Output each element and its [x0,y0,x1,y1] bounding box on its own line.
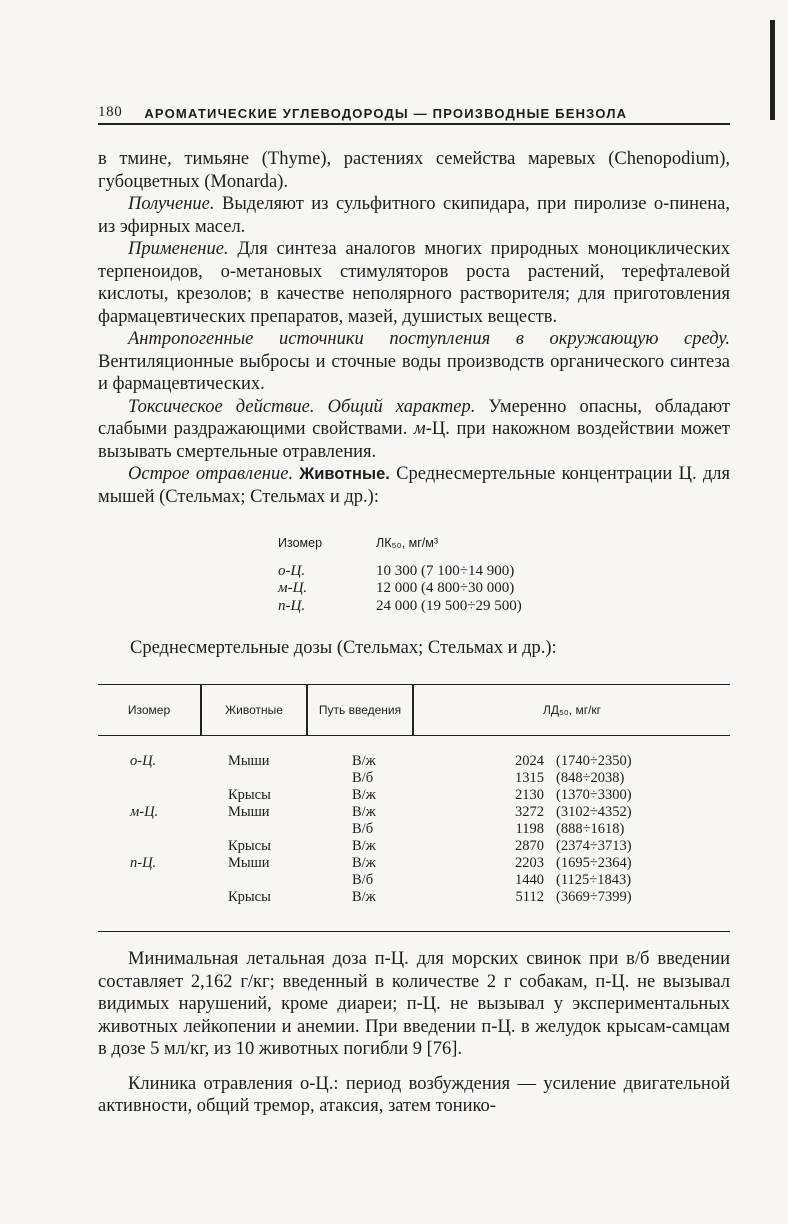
concentration-row [278,580,598,598]
row-route: В/ж [352,855,376,871]
concentration-header [278,535,598,553]
running-header [98,104,730,125]
table-row [98,889,730,906]
obtaining-label: Получение. [128,194,215,214]
row-animals: Мыши [228,804,270,820]
toxic-paragraph [98,396,730,464]
row-isomer [98,787,228,804]
row-route: В/ж [352,787,376,803]
row-route: В/б [352,821,374,837]
row-value: 2203 [515,855,544,871]
row-range: (1370÷3300) [556,787,632,803]
anthropogenic-label: Антропогенные источники поступления в окружающую среду. [128,329,730,349]
header-isomer: Изомер [127,702,171,717]
row-value: 1198 [515,821,544,837]
row-isomer: м-Ц. [130,804,159,820]
header-dose: ЛД₅₀, мг/кг [542,702,602,717]
obtaining-text: Выделяют из сульфитного скипидара, при пиролизе о-пинена, из эфирных масел. [98,194,730,237]
application-text: Для синтеза аналогов многих природных моноциклических терпеноидов, о-метановых стимуляторов роста растений, терефталевой кислоты, крезолов; в качестве неполярного растворителя; для приготовления фармацевтических препаратов, мазей, душистых веществ. [98,239,730,327]
row-route: В/ж [352,753,376,769]
intro-paragraph: в тмине, тимьяне (Thyme), растениях семейства маревых (Chenopodium), губоцветных (Monarda). [98,149,730,192]
row-value: 5112 [515,889,544,905]
table-row [98,753,730,770]
row-range: (2374÷3713) [556,838,632,854]
doses-table-header [98,685,730,736]
row-animals: Крысы [228,889,271,905]
row-range: (888÷1618) [556,821,625,837]
row-animals [228,821,344,838]
row-route: В/ж [352,889,376,905]
row-isomer [98,872,228,889]
body-text-top [98,148,730,508]
row-route: В/ж [352,838,376,854]
row-isomer [98,838,228,855]
concentration-row [278,598,598,616]
concentration-header-value: ЛК₅₀, мг/м³ [376,536,439,550]
concentration-table [278,535,598,615]
table-row [98,872,730,889]
row-range: (1740÷2350) [556,753,632,769]
scan-edge-mark [770,20,775,120]
concentration-value: 24 000 (19 500÷29 500) [376,597,522,614]
row-value: 2870 [515,838,544,854]
row-value: 2024 [515,753,544,769]
anthropogenic-text: Вентиляционные выбросы и сточные воды производств органического синтеза и фармацевтических. [98,351,730,394]
row-range: (1695÷2364) [556,855,632,871]
toxic-label: Токсическое действие. Общий характер. [128,396,476,417]
acute-paragraph [98,463,730,508]
row-animals: Мыши [228,753,270,769]
concentration-value: 12 000 (4 800÷30 000) [376,580,515,596]
row-animals [228,872,344,889]
row-isomer: п-Ц. [130,855,157,871]
table-row [98,770,730,787]
row-isomer [98,821,228,838]
obtaining-paragraph [98,193,730,238]
application-label: Применение. [128,239,229,259]
row-range: (3102÷4352) [556,804,632,820]
row-value: 1315 [515,770,544,786]
row-isomer [98,770,228,787]
row-animals [228,770,344,787]
row-route: В/ж [352,804,376,820]
row-range: (848÷2038) [556,770,625,786]
row-value: 1440 [515,872,544,888]
concentration-isomer: м-Ц. [278,580,308,596]
table-row [98,821,730,838]
anthropogenic-paragraph [98,328,730,396]
row-animals: Мыши [228,855,270,871]
running-title: АРОМАТИЧЕСКИЕ УГЛЕВОДОРОДЫ — ПРОИЗВОДНЫЕ БЕНЗОЛА [144,106,628,121]
min-dose-paragraph: Минимальная летальная доза п-Ц. для морских свинок при в/б введении составляет 2,162 г/кг; введенный в количестве 2 г собакам, п-Ц. не вызывал видимых нарушений, кроме диареи; п-Ц. не вызывал у экспериментальных животных лейкопении и анемии. При введении п-Ц. в желудок крысам-самцам в дозе 5 мл/кг, из 10 животных погибли 9 [76]. [98,949,730,1059]
doses-caption: Среднесмертельные дозы (Стельмах; Стельмах и др.): [130,638,557,658]
acute-label: Острое отравление. [128,464,294,484]
toxic-text-a: Умеренно опасны, обладают слабыми раздражающими свойствами. [98,396,730,439]
row-isomer: о-Ц. [130,753,157,769]
clinic-paragraph: Клиника отравления о-Ц.: период возбуждения — усиление двигательной активности, общий тремор, атаксия, затем тонико- [98,1073,730,1116]
concentration-header-isomer: Изомер [278,536,323,550]
row-route: В/б [352,770,374,786]
acute-text: Среднесмертельные концентрации Ц. для мышей (Стельмах; Стельмах и др.): [98,464,730,507]
toxic-m-isomer: м [413,419,426,439]
doses-table [98,684,730,932]
row-isomer [98,889,228,906]
concentration-isomer: о-Ц. [278,562,306,579]
concentration-row [278,563,598,581]
application-paragraph [98,238,730,328]
body-text-bottom [98,948,730,1118]
header-route: Путь введения [318,702,402,717]
table-row [98,787,730,804]
concentration-isomer: п-Ц. [278,597,306,614]
header-animals: Животные [225,702,283,717]
table-row [98,804,730,821]
row-value: 2130 [515,787,544,803]
page-number: 180 [98,104,123,120]
row-animals: Крысы [228,787,271,803]
row-range: (3669÷7399) [556,889,632,905]
concentration-value: 10 300 (7 100÷14 900) [376,562,515,579]
row-animals: Крысы [228,838,271,854]
table-row [98,838,730,855]
animals-label: Животные. [293,465,390,483]
toxic-text-b: -Ц. при накожном воздействии может вызывать смертельные отравления. [98,419,730,462]
row-route: В/б [352,872,374,888]
doses-table-body [98,753,730,906]
row-value: 3272 [515,804,544,820]
row-range: (1125÷1843) [556,872,632,888]
table-row [98,855,730,872]
